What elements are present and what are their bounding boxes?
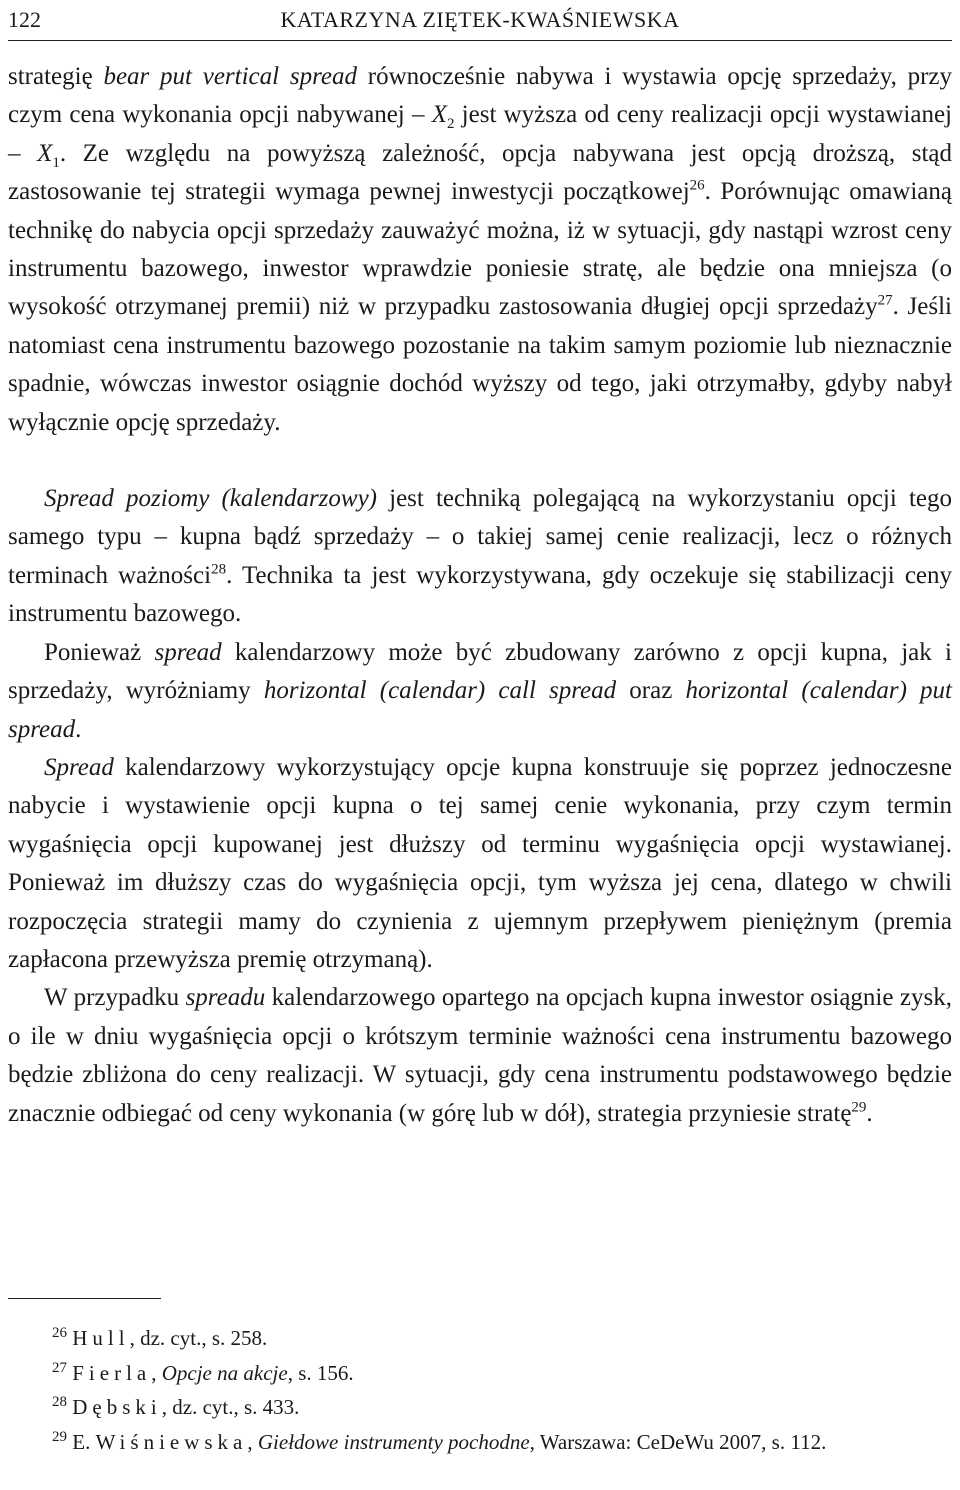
footnote-28: $^{28}$ Dębski, dz. cyt., s. 433. <box>52 1394 300 1419</box>
paragraph-3: Ponieważ spread kalendarzowy może być zbudowany zarówno z opcji kupna, jak i sprzedaży, wyróżniamy horizontal (calendar) call spread oraz horizontal (calendar) put spread. <box>8 638 952 743</box>
paragraph-1: strategię bear put vertical spread równocześnie nabywa i wystawia opcję sprzedaży, przy czym cena wykonania opcji nabywanej – $X_2$ jest wyższa od ceny realizacji opcji wystawianej – $X_1$. Ze względu na powyższą zależność, opcja nabywana jest opcją droższą, stąd zastosowanie tej strategii wymaga pewnej inwestycji początkowej$^{26}$. Porównując omawianą technikę do nabycia opcji sprzedaży zauważyć można, iż w sytuacji, gdy nastąpi wzrost ceny instrumentu bazowego, inwestor wprawdzie poniesie stratę, ale będzie ona mniejsza (o wysokość otrzymanej premii) niż w przypadku zastosowania długiej opcji sprzedaży$^{27}$. Jeśli natomiast cena instrumentu bazowego pozostanie na takim samym poziomie lub nieznacznie spadnie, wówczas inwestor osiągnie dochód wyższy od tego, jaki otrzymałby, gdyby nabył wyłącznie opcję sprzedaży. <box>8 63 952 436</box>
body-text <box>8 58 952 1133</box>
footnote-rule <box>8 1298 161 1299</box>
footnote-ref-29[interactable]: 29 <box>851 1099 867 1116</box>
footnote-ref-27[interactable]: 27 <box>877 293 893 310</box>
paragraph-2: Spread poziomy (kalendarzowy) jest techniką polegającą na wykorzystaniu opcji tego samego typu – kupna bądź sprzedaży – o takiej samej cenie realizacji, lecz o różnych terminach ważności$^{28}$. Technika ta jest wykorzystywana, gdy oczekuje się stabilizacji ceny instrumentu bazowego. <box>8 485 953 628</box>
paragraph-5: W przypadku spreadu kalendarzowego opartego na opcjach kupna inwestor osiągnie zysk, o ile w dniu wygaśnięcia opcji o krótszym terminie ważności cena instrumentu bazowego będzie zbliżona do ceny realizacji. W sytuacji, gdy cena instrumentu podstawowego będzie znacznie odbiegać od ceny wykonania (w górę lub w dół), strategia przyniesie stratę$^{29}$. <box>8 984 952 1127</box>
footnote-29: $^{29}$ E. Wiśniewska, Giełdowe instrumenty pochodne, Warszawa: CeDeWu 2007, s. 112. <box>52 1428 827 1454</box>
footnote-ref-26[interactable]: 26 <box>689 177 705 194</box>
page-number: 122 <box>8 7 41 32</box>
footnote-26: $^{26}$ Hull, dz. cyt., s. 258. <box>52 1325 268 1350</box>
running-head: KATARZYNA ZIĘTEK-KWAŚNIEWSKA <box>280 7 680 32</box>
footnote-ref-28[interactable]: 28 <box>211 561 227 578</box>
footnotes <box>8 1298 952 1459</box>
page-header <box>8 0 952 41</box>
footnote-27: $^{27}$ Fierla, Opcje na akcje, s. 156. <box>52 1359 354 1385</box>
paragraph-4: Spread kalendarzowy wykorzystujący opcje kupna konstruuje się poprzez jednoczesne nabycie i wystawienie opcji kupna o tej samej cenie wykonania, przy czym termin wygaśnięcia opcji kupowanej jest dłuższy od terminu wygaśnięcia opcji wystawianej. Ponieważ im dłuższy czas do wygaśnięcia opcji, tym wyższa jej cena, dlatego w chwili rozpoczęcia strategii mamy do czynienia z ujemnym przepływem pieniężnym (premia zapłacona przewyższa premię otrzymaną). <box>8 753 952 973</box>
